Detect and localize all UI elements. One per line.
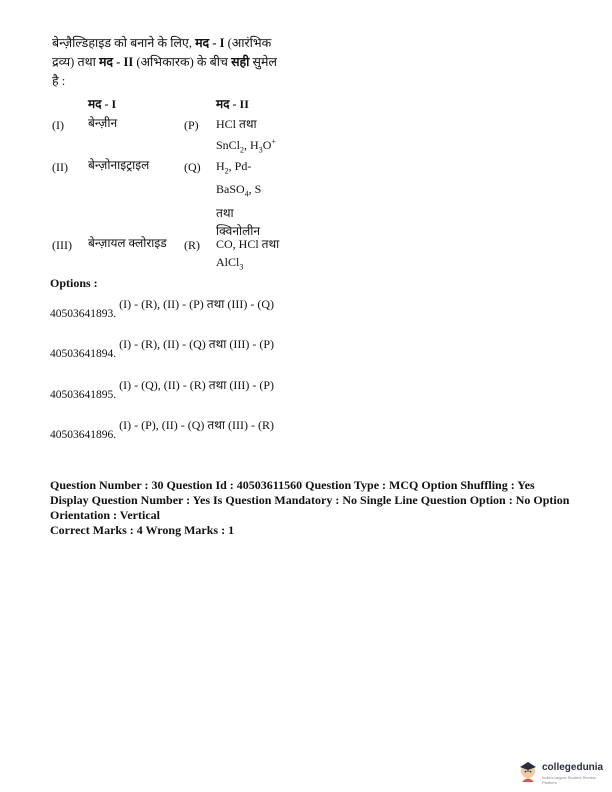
option-2-id: 40503641894. <box>50 348 117 360</box>
row2-reagent-line4: क्विनोलीन <box>216 223 260 238</box>
student-avatar-icon <box>517 758 539 782</box>
option-4-id: 40503641896. <box>50 429 117 441</box>
option-2-text: (I) - (R), (II) - (Q) तथा (III) - (P) <box>119 337 275 351</box>
row3-reagent-line1: CO, HCl तथा <box>216 237 280 251</box>
options-label: Options : <box>50 276 98 290</box>
row1-reagent <box>216 115 276 159</box>
q-line3: है : <box>52 74 66 88</box>
meta-line4: Correct Marks : 4 Wrong Marks : 1 <box>50 523 235 537</box>
col2-header: मद - II <box>216 97 249 111</box>
row2-item: बेन्ज़ोनाइट्राइल <box>88 158 150 172</box>
col1-header: मद - I <box>88 97 117 111</box>
meta-line2: Display Question Number : Yes Is Question Mandatory : No Single Line Question Option : No Option <box>50 493 570 507</box>
row1-reagent-line2: SnCl$_2$, $H_3O^+$ <box>216 137 276 155</box>
row2-num: (II) <box>52 160 68 174</box>
question-metadata <box>50 478 590 538</box>
row1-reagent-line1: HCl तथा <box>216 117 257 131</box>
q-line2-e: सुमेल <box>252 55 277 69</box>
row2-reagent-line3: तथा <box>216 205 234 220</box>
row3-item: बेन्ज़ायल क्लोराइड <box>88 236 167 250</box>
meta-line3: Orientation : Vertical <box>50 508 160 522</box>
logo-name: collegedunia <box>542 762 604 773</box>
row2-reagent-line2: BaSO$_4$, S <box>216 182 262 199</box>
collegedunia-logo <box>517 756 607 786</box>
row1-item: बेन्ज़ीन <box>88 116 118 130</box>
option-4[interactable] <box>50 418 275 441</box>
q-line2-b: मद - II <box>98 55 134 69</box>
row2-key: (Q) <box>184 160 201 174</box>
option-3[interactable] <box>50 378 275 401</box>
q-line2-c: (अभिकारक) के बीच <box>136 55 228 69</box>
row1-key: (P) <box>184 118 199 132</box>
row2-reagent-line1: $H_2$, Pd- <box>216 159 252 176</box>
q-line1-b: मद - I <box>195 36 225 50</box>
q-line2-a: द्रव्य) तथा <box>52 55 96 69</box>
question-text <box>52 34 302 91</box>
option-3-id: 40503641895. <box>50 389 117 401</box>
row3-num: (III) <box>52 238 72 252</box>
q-line1-a: बेन्ज़ैल्डिहाइड को बनाने के लिए, <box>52 36 192 50</box>
q-line1-c: (आरंभिक <box>227 36 272 50</box>
option-4-text: (I) - (P), (II) - (Q) तथा (III) - (R) <box>119 418 275 432</box>
option-2[interactable] <box>50 337 275 360</box>
meta-line1: Question Number : 30 Question Id : 40503611560 Question Type : MCQ Option Shuffling : Yes <box>50 478 535 492</box>
row1-num: (I) <box>52 118 64 132</box>
row3-reagent <box>216 235 279 276</box>
logo-tagline: India's largest Student Review Platform <box>542 775 596 785</box>
q-line2-d: सही <box>231 55 250 69</box>
option-1-text: (I) - (R), (II) - (P) तथा (III) - (Q) <box>119 297 275 311</box>
option-3-text: (I) - (Q), (II) - (R) तथा (III) - (P) <box>119 378 275 392</box>
row2-reagent <box>216 157 261 240</box>
option-1-id: 40503641893. <box>50 308 117 320</box>
row3-key: (R) <box>184 238 200 252</box>
row3-reagent-line2: AlCl$_3$ <box>216 255 244 272</box>
option-1[interactable] <box>50 297 275 320</box>
